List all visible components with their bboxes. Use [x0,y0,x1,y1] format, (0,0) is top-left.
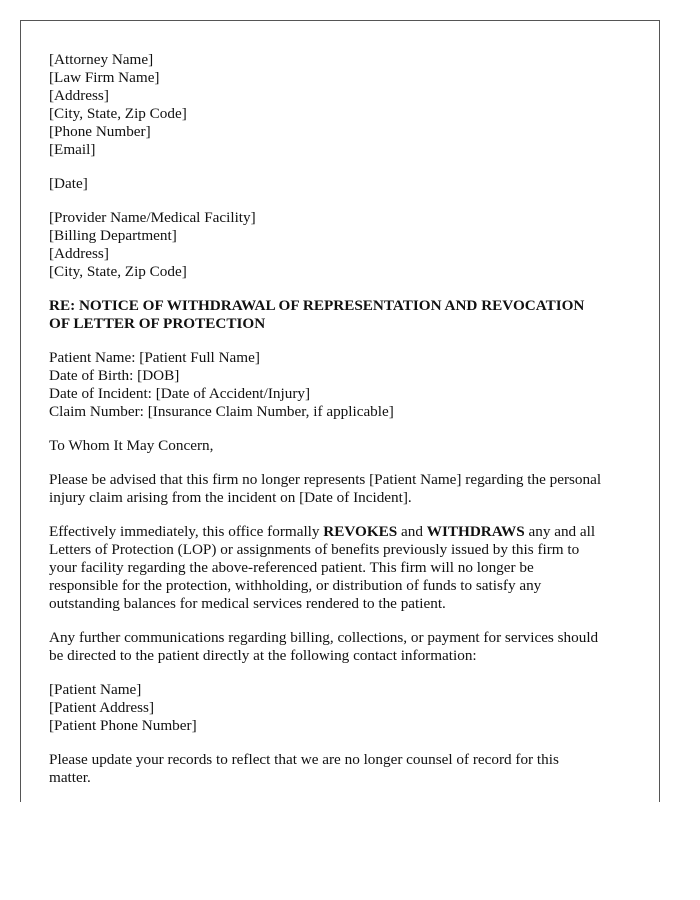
patient-info-block [49,349,637,421]
revocation-tail-text: any and all [524,523,596,540]
incident-date-line: Date of Incident: [Date of Accident/Injury] [49,385,311,402]
claim-number-line: Claim Number: [Insurance Claim Number, if applicable] [49,403,394,420]
subject-line-1: RE: NOTICE OF WITHDRAWAL OF REPRESENTATION AND REVOCATION [49,297,585,314]
paragraph-communications-line-2: be directed to the patient directly at the following contact information: [49,647,477,664]
recipient-city-state-zip: [City, State, Zip Code] [49,263,187,280]
patient-name-line: Patient Name: [Patient Full Name] [49,349,260,366]
sender-address: [Address] [49,87,109,104]
recipient-provider: [Provider Name/Medical Facility] [49,209,256,226]
patient-contact-phone: [Patient Phone Number] [49,717,197,734]
paragraph-update-records-line-2: matter. [49,769,91,786]
revocation-mid-text: and [397,523,427,540]
subject-line [49,297,637,333]
salutation: To Whom It May Concern, [49,437,214,454]
paragraph-representation [49,471,637,507]
recipient-block [49,209,637,281]
paragraph-update-records [49,751,637,787]
sender-email: [Email] [49,141,96,158]
sender-attorney-name: [Attorney Name] [49,51,154,68]
patient-contact-name: [Patient Name] [49,681,142,698]
revocation-lead-text: Effectively immediately, this office formally [49,523,324,540]
paragraph-update-records-line-1: Please update your records to reflect that we are no longer counsel of record for this [49,751,559,768]
recipient-department: [Billing Department] [49,227,177,244]
patient-dob-line: Date of Birth: [DOB] [49,367,180,384]
letter-page [20,20,660,802]
paragraph-communications [49,629,637,665]
paragraph-revocation-line-3: your facility regarding the above-referenced patient. This firm will no longer be [49,559,534,576]
withdraws-emphasis: WITHDRAWS [426,523,525,540]
subject-line-2: OF LETTER OF PROTECTION [49,315,266,332]
recipient-address: [Address] [49,245,109,262]
revokes-emphasis: REVOKES [323,523,398,540]
paragraph-representation-line-1: Please be advised that this firm no longer represents [Patient Name] regarding the personal [49,471,602,488]
sender-phone: [Phone Number] [49,123,151,140]
letter-date: [Date] [49,175,88,192]
patient-contact-address: [Patient Address] [49,699,155,716]
paragraph-revocation-line-5: outstanding balances for medical services rendered to the patient. [49,595,446,612]
paragraph-representation-line-2: injury claim arising from the incident on [Date of Incident]. [49,489,412,506]
paragraph-revocation-line-4: responsible for the protection, withholding, or distribution of funds to satisfy any [49,577,542,594]
paragraph-revocation [49,523,637,613]
sender-block [49,51,637,159]
paragraph-communications-line-1: Any further communications regarding billing, collections, or payment for services should [49,629,599,646]
paragraph-revocation-line-1 [49,523,637,541]
letter-body [49,51,637,787]
sender-city-state-zip: [City, State, Zip Code] [49,105,187,122]
sender-law-firm-name: [Law Firm Name] [49,69,160,86]
patient-contact-block [49,681,637,735]
paragraph-revocation-line-2: Letters of Protection (LOP) or assignments of benefits previously issued by this firm to [49,541,580,558]
